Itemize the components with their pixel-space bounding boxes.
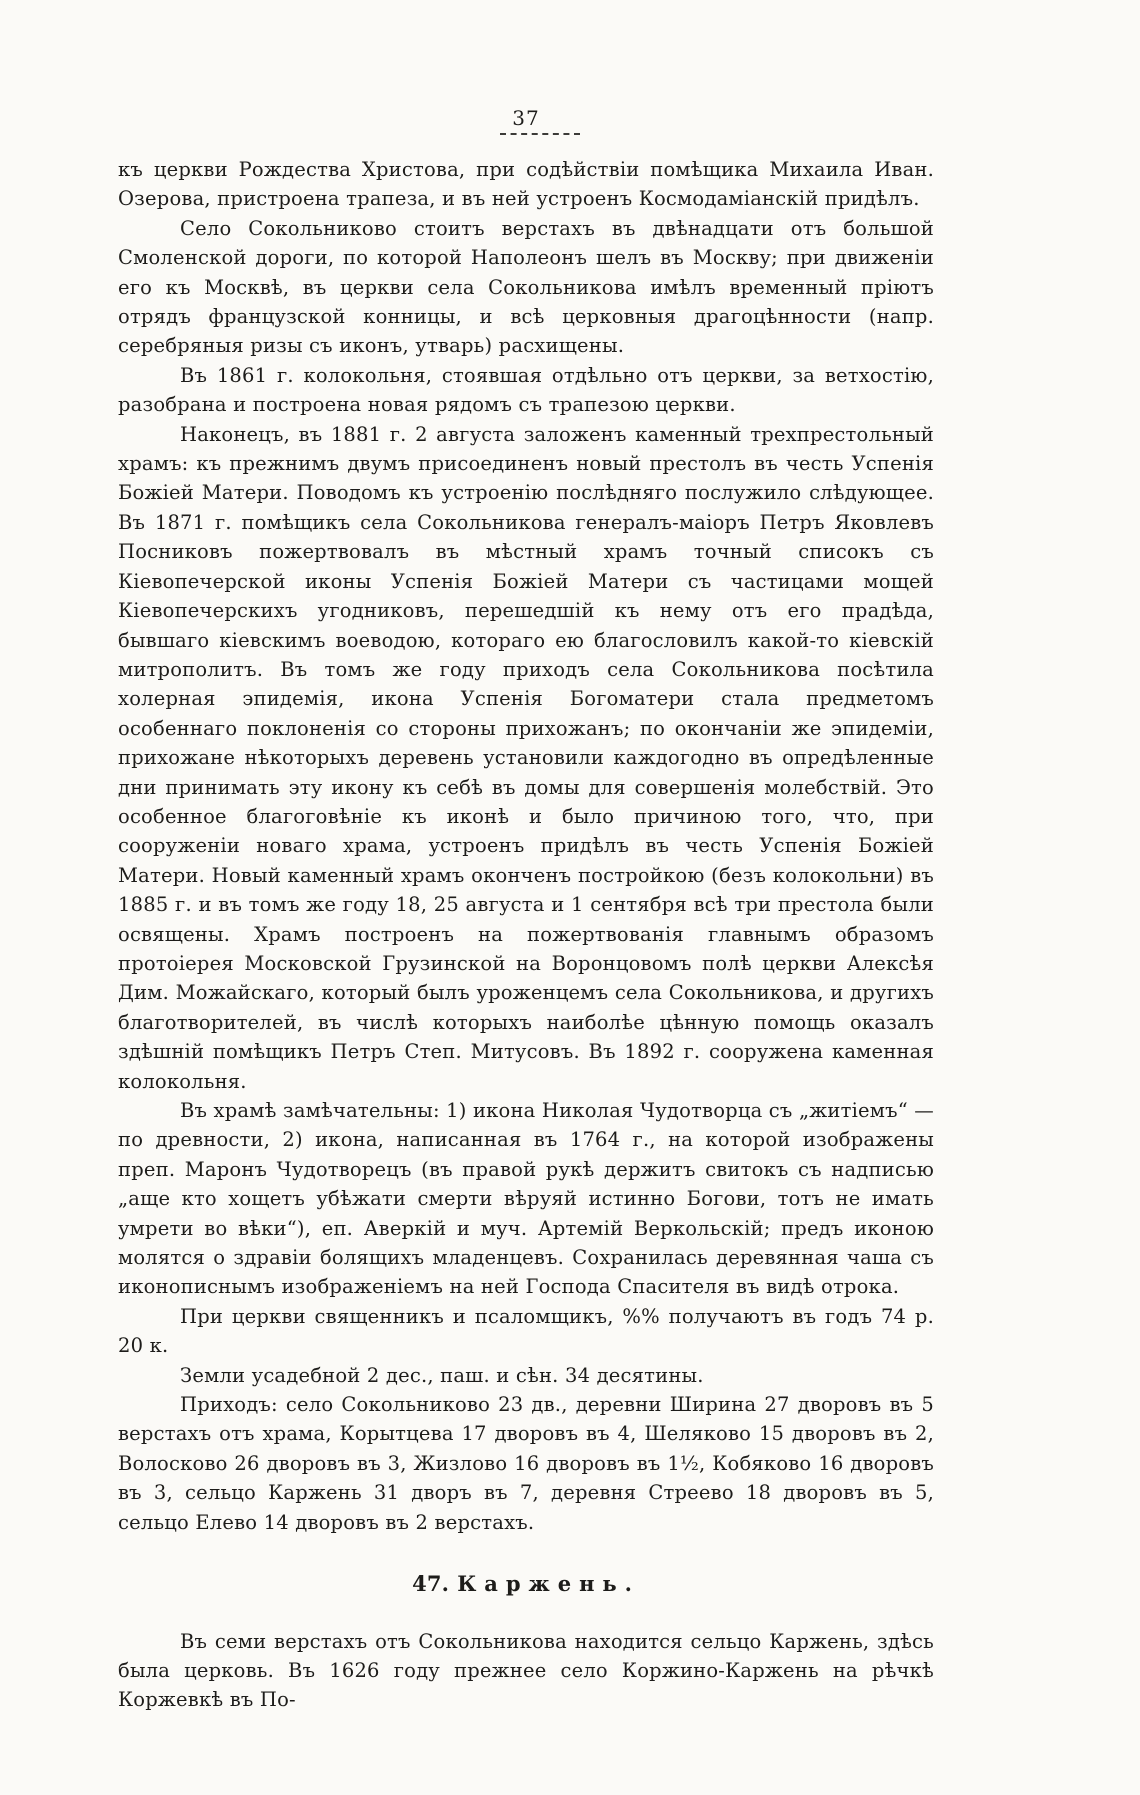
section-heading	[118, 1569, 934, 1598]
page-number	[118, 106, 934, 135]
paragraph: Въ семи верстахъ отъ Сокольникова находится сельцо Каржень, здѣсь была церковь. Въ 1626 году прежнее село Коржино-Каржень на рѣчкѣ Коржевкѣ въ По-	[118, 1629, 934, 1712]
paragraph: къ церкви Рождества Христова, при содѣйствіи помѣщика Михаила Иван. Озерова, пристроена трапеза, и въ ней устроенъ Космодаміанскій придѣлъ.	[118, 158, 934, 211]
paragraph: Въ 1861 г. колокольня, стоявшая отдѣльно отъ церкви, за ветхостію, разобрана и построена новая рядомъ съ трапезою церкви.	[118, 363, 934, 417]
page-number-value: 37	[512, 106, 540, 130]
text-block	[118, 155, 934, 1715]
paragraph: При церкви священникъ и псаломщикъ, %% получаютъ въ годъ 74 р. 20 к.	[118, 1304, 934, 1358]
paragraph: Приходъ: село Сокольниково 23 дв., деревни Ширина 27 дворовъ въ 5 верстахъ отъ храма, Корытцева 17 дворовъ въ 4, Шеляково 15 дворовъ въ 2, Волосково 26 дворовъ въ 3, Жизлово 16 дворовъ въ 1½, Кобяково 16 дворовъ въ 3, сельцо Каржень 31 дворъ въ 7, деревня Стреево 18 дворовъ въ 5, сельцо Елево 14 дворовъ въ 2 верстахъ.	[118, 1393, 934, 1534]
page-number-rule	[500, 133, 580, 135]
section-title: Каржень.	[457, 1571, 640, 1597]
paragraph: Наконецъ, въ 1881 г. 2 августа заложенъ каменный трехпрестольный храмъ: къ прежнимъ двумъ присоединенъ новый престолъ въ честь Успенія Божіей Матери. Поводомъ къ устроенію послѣдняго послужило слѣдующее. Въ 1871 г. помѣщикъ села Сокольникова генералъ-маіоръ Петръ Яковлевъ Посниковъ пожертвовалъ въ мѣстный храмъ точный списокъ съ Кіевопечерской иконы Успенія Божіей Матери съ частицами мощей Кіевопечерскихъ угодниковъ, перешедшій къ нему отъ его прадѣда, бывшаго кіевскимъ воеводою, котораго ею благословилъ какой-то кіевскій митрополитъ. Въ томъ же году приходъ села Сокольникова посѣтила холерная эпидемія, икона Успенія Богоматери стала предметомъ особеннаго поклоненія со стороны прихожанъ; по окончаніи же эпидеміи, прихожане нѣкоторыхъ деревень установили каждогодно въ опредѣленные дни принимать эту икону къ себѣ въ домы для совершенія молебствій. Это особенное благоговѣніе къ иконѣ и было причиною того, что, при сооруженіи новаго храма, устроенъ придѣлъ въ честь Успенія Божіей Матери. Новый каменный храмъ оконченъ постройкою (безъ колокольни) въ 1885 г. и въ томъ же году 18, 25 августа и 1 сентября всѣ три престола были освящены. Храмъ построенъ на пожертвованія главнымъ образомъ протоіерея Московской Грузинской на Воронцовомъ полѣ церкви Алексѣя Дим. Можайскаго, который былъ уроженцемъ села Сокольникова, и другихъ благотворителей, въ числѣ которыхъ наиболѣе цѣнную помощь оказалъ здѣшній помѣщикъ Петръ Степ. Митусовъ. Въ 1892 г. сооружена каменная колокольня.	[118, 422, 934, 1093]
section-number: 47.	[412, 1571, 450, 1597]
paragraph: Село Сокольниково стоитъ верстахъ въ двѣнадцати отъ большой Смоленской дороги, по которой Наполеонъ шелъ въ Москву; при движеніи его къ Москвѣ, въ церкви села Сокольникова имѣлъ временный пріютъ отрядъ французской конницы, и всѣ церковныя драгоцѣнности (напр. серебряныя ризы съ иконъ, утварь) расхищены.	[118, 216, 934, 358]
paragraph: Въ храмѣ замѣчательны: 1) икона Николая Чудотворца съ „житіемъ“ — по древности, 2) икона, написанная въ 1764 г., на которой изображены преп. Маронъ Чудотворецъ (въ правой рукѣ держитъ свитокъ съ надписью „аще кто хощетъ убѣжати смерти вѣруяй истинно Богови, тотъ не имать умрети во вѣки“), еп. Аверкій и муч. Артемій Веркольскій; предъ иконою молятся о здравіи болящихъ младенцевъ. Сохранилась деревянная чаша съ иконописнымъ изображеніемъ на ней Господа Спасителя въ видѣ отрока.	[118, 1099, 934, 1299]
paragraph: Земли усадебной 2 дес., паш. и сѣн. 34 десятины.	[180, 1363, 704, 1387]
